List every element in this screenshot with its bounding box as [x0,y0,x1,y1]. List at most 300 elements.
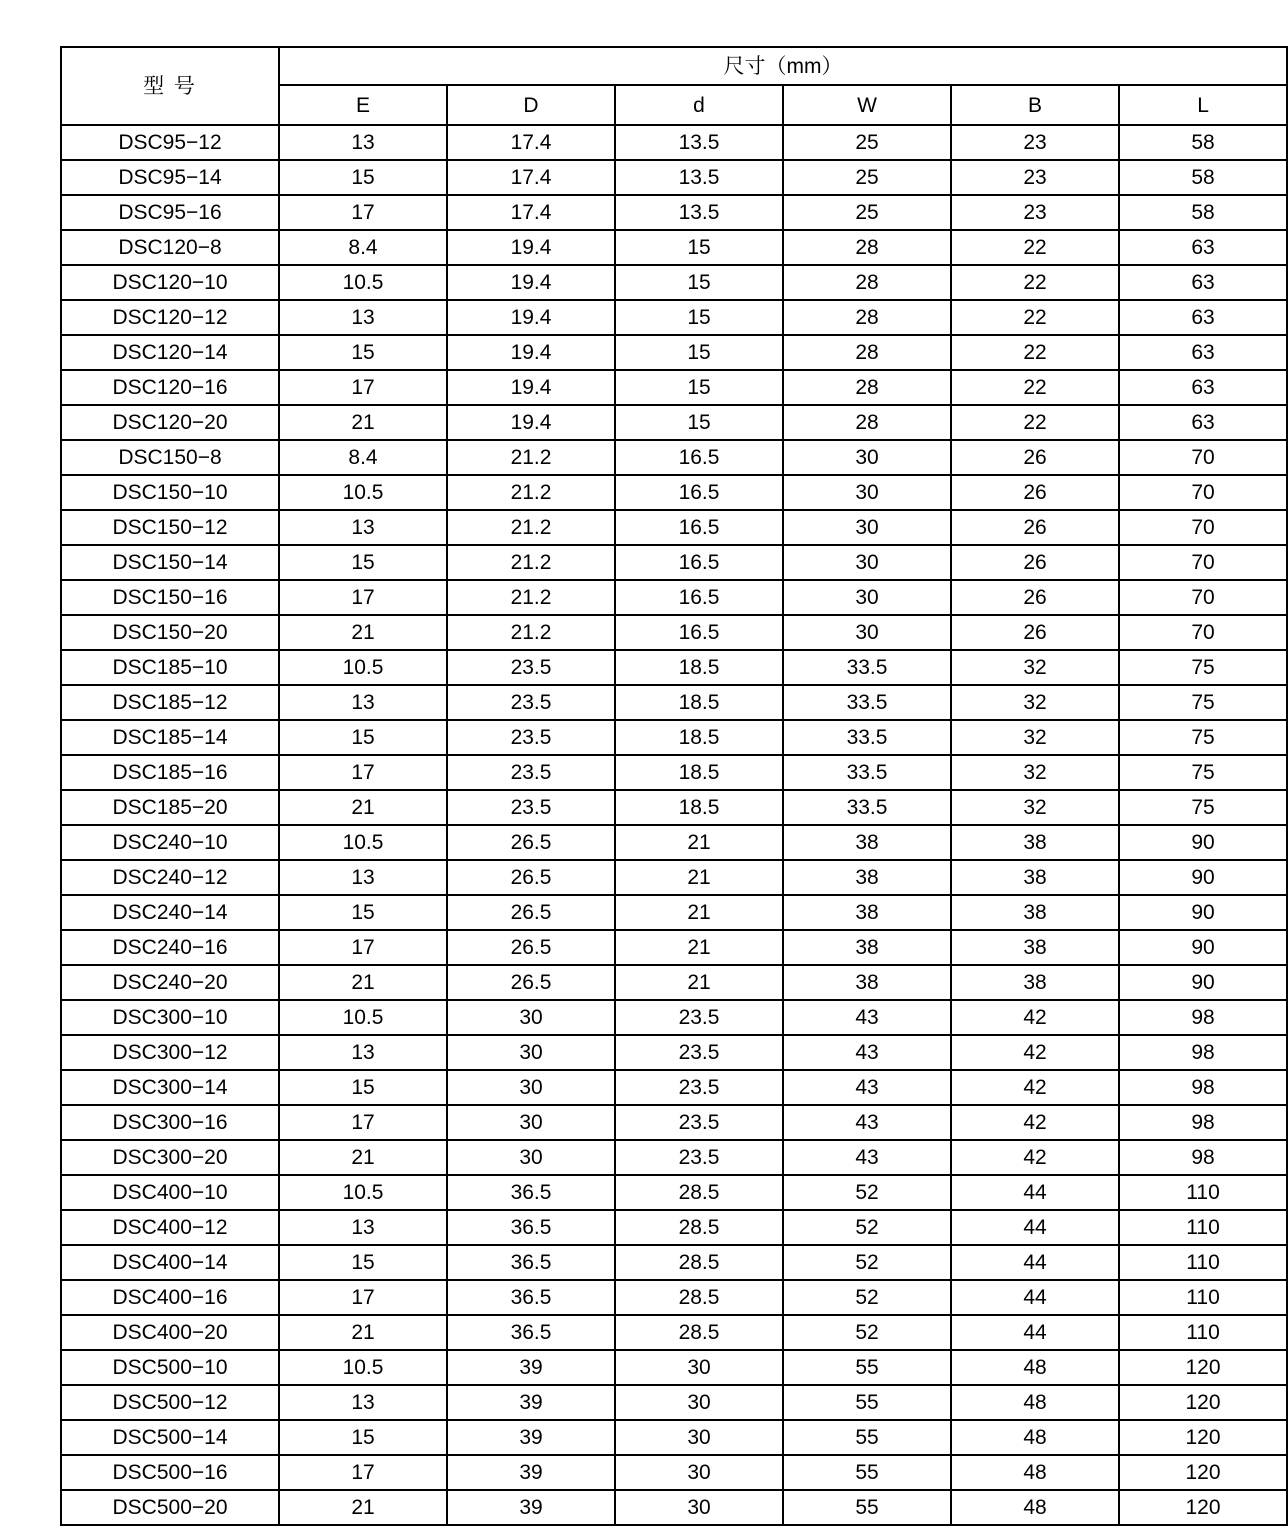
table-row [61,825,1287,860]
cell-model: DSC120−10 [61,265,279,300]
header-col-e: E [279,85,447,125]
cell-b-value: 26 [951,615,1119,650]
cell-l-value: 90 [1119,895,1287,930]
cell-model: DSC500−14 [61,1420,279,1455]
cell-d-value: 18.5 [615,755,783,790]
cell-e-value: 15 [279,720,447,755]
cell-d-value: 39 [447,1490,615,1525]
cell-b-value: 26 [951,475,1119,510]
cell-d-value: 13.5 [615,160,783,195]
cell-w-value: 33.5 [783,650,951,685]
cell-b-value: 23 [951,160,1119,195]
cell-b-value: 38 [951,930,1119,965]
table-row [61,685,1287,720]
cell-w-value: 52 [783,1210,951,1245]
cell-d-value: 16.5 [615,615,783,650]
table-row [61,1420,1287,1455]
table-row [61,1385,1287,1420]
cell-e-value: 15 [279,335,447,370]
cell-e-value: 17 [279,370,447,405]
cell-l-value: 70 [1119,615,1287,650]
cell-w-value: 28 [783,265,951,300]
cell-l-value: 110 [1119,1245,1287,1280]
cell-model: DSC240−20 [61,965,279,1000]
cell-l-value: 120 [1119,1385,1287,1420]
table-row [61,195,1287,230]
cell-e-value: 15 [279,1420,447,1455]
cell-d-value: 21.2 [447,545,615,580]
table-header [61,47,1287,125]
cell-l-value: 70 [1119,510,1287,545]
table-row [61,475,1287,510]
table-row [61,1000,1287,1035]
cell-l-value: 63 [1119,370,1287,405]
cell-l-value: 120 [1119,1420,1287,1455]
cell-e-value: 21 [279,615,447,650]
cell-w-value: 30 [783,615,951,650]
cell-d-value: 17.4 [447,160,615,195]
cell-d-value: 26.5 [447,930,615,965]
cell-d-value: 23.5 [615,1070,783,1105]
cell-model: DSC185−10 [61,650,279,685]
cell-d-value: 21.2 [447,615,615,650]
cell-l-value: 110 [1119,1175,1287,1210]
table-row [61,335,1287,370]
cell-d-value: 30 [447,1070,615,1105]
cell-b-value: 32 [951,755,1119,790]
cell-e-value: 10.5 [279,1175,447,1210]
cell-l-value: 90 [1119,965,1287,1000]
table-row [61,1315,1287,1350]
cell-d-value: 21 [615,930,783,965]
cell-e-value: 13 [279,1385,447,1420]
table-row [61,125,1287,160]
cell-w-value: 25 [783,160,951,195]
cell-w-value: 28 [783,370,951,405]
cell-model: DSC300−20 [61,1140,279,1175]
cell-w-value: 52 [783,1245,951,1280]
cell-d-value: 23.5 [447,720,615,755]
cell-l-value: 75 [1119,790,1287,825]
header-col-b: B [951,85,1119,125]
cell-model: DSC500−10 [61,1350,279,1385]
table-row [61,790,1287,825]
cell-e-value: 17 [279,1105,447,1140]
cell-e-value: 15 [279,1070,447,1105]
table-row [61,1105,1287,1140]
cell-model: DSC95−16 [61,195,279,230]
cell-e-value: 15 [279,1245,447,1280]
cell-model: DSC120−14 [61,335,279,370]
cell-e-value: 17 [279,755,447,790]
cell-e-value: 17 [279,195,447,230]
cell-e-value: 21 [279,1140,447,1175]
cell-model: DSC500−12 [61,1385,279,1420]
cell-d-value: 21 [615,965,783,1000]
cell-b-value: 32 [951,720,1119,755]
cell-model: DSC95−12 [61,125,279,160]
table-row [61,440,1287,475]
cell-model: DSC185−16 [61,755,279,790]
cell-l-value: 58 [1119,195,1287,230]
table-row [61,265,1287,300]
cell-d-value: 39 [447,1385,615,1420]
cell-d-value: 28.5 [615,1315,783,1350]
cell-d-value: 30 [615,1385,783,1420]
cell-model: DSC400−10 [61,1175,279,1210]
cell-d-value: 39 [447,1350,615,1385]
cell-e-value: 21 [279,405,447,440]
table-row [61,1140,1287,1175]
table-row [61,650,1287,685]
cell-d-value: 21.2 [447,510,615,545]
cell-e-value: 8.4 [279,440,447,475]
cell-d-value: 26.5 [447,895,615,930]
cell-d-value: 13.5 [615,125,783,160]
cell-e-value: 17 [279,930,447,965]
cell-b-value: 48 [951,1455,1119,1490]
cell-e-value: 8.4 [279,230,447,265]
cell-d-value: 21.2 [447,580,615,615]
cell-d-value: 36.5 [447,1280,615,1315]
cell-b-value: 23 [951,195,1119,230]
cell-d-value: 23.5 [615,1140,783,1175]
cell-d-value: 23.5 [447,650,615,685]
cell-e-value: 15 [279,160,447,195]
cell-d-value: 26.5 [447,860,615,895]
cell-d-value: 18.5 [615,790,783,825]
cell-e-value: 10.5 [279,650,447,685]
cell-l-value: 63 [1119,265,1287,300]
cell-d-value: 18.5 [615,720,783,755]
cell-model: DSC150−12 [61,510,279,545]
cell-b-value: 32 [951,790,1119,825]
header-col-d-lower: d [615,85,783,125]
cell-b-value: 48 [951,1490,1119,1525]
cell-d-value: 23.5 [447,685,615,720]
cell-d-value: 26.5 [447,965,615,1000]
cell-d-value: 30 [615,1490,783,1525]
cell-e-value: 10.5 [279,265,447,300]
cell-w-value: 55 [783,1385,951,1420]
cell-w-value: 28 [783,230,951,265]
cell-model: DSC150−8 [61,440,279,475]
cell-b-value: 44 [951,1210,1119,1245]
cell-d-value: 19.4 [447,335,615,370]
cell-w-value: 30 [783,475,951,510]
cell-d-value: 23.5 [447,755,615,790]
cell-b-value: 42 [951,1035,1119,1070]
cell-w-value: 25 [783,125,951,160]
cell-d-value: 30 [615,1350,783,1385]
table-row [61,930,1287,965]
cell-l-value: 90 [1119,930,1287,965]
cell-b-value: 38 [951,825,1119,860]
cell-model: DSC150−10 [61,475,279,510]
cell-e-value: 21 [279,1490,447,1525]
cell-b-value: 44 [951,1315,1119,1350]
cell-l-value: 110 [1119,1280,1287,1315]
cell-w-value: 33.5 [783,720,951,755]
cell-e-value: 13 [279,685,447,720]
cell-b-value: 42 [951,1070,1119,1105]
cell-b-value: 42 [951,1000,1119,1035]
cell-w-value: 30 [783,440,951,475]
cell-e-value: 13 [279,510,447,545]
cell-b-value: 32 [951,650,1119,685]
table-row [61,1245,1287,1280]
header-col-l: L [1119,85,1287,125]
cell-w-value: 28 [783,300,951,335]
cell-d-value: 16.5 [615,510,783,545]
cell-b-value: 48 [951,1350,1119,1385]
cell-model: DSC150−14 [61,545,279,580]
cell-l-value: 90 [1119,860,1287,895]
cell-l-value: 75 [1119,755,1287,790]
cell-w-value: 28 [783,405,951,440]
table-body [61,125,1287,1525]
cell-d-value: 19.4 [447,300,615,335]
cell-e-value: 13 [279,125,447,160]
cell-d-value: 36.5 [447,1245,615,1280]
table-row [61,510,1287,545]
cell-e-value: 10.5 [279,825,447,860]
cell-d-value: 30 [615,1420,783,1455]
cell-b-value: 22 [951,230,1119,265]
cell-d-value: 23.5 [447,790,615,825]
cell-w-value: 38 [783,895,951,930]
table-row [61,1280,1287,1315]
cell-model: DSC95−14 [61,160,279,195]
cell-w-value: 55 [783,1455,951,1490]
cell-b-value: 48 [951,1420,1119,1455]
cell-b-value: 26 [951,440,1119,475]
cell-model: DSC150−16 [61,580,279,615]
cell-model: DSC400−16 [61,1280,279,1315]
cell-d-value: 28.5 [615,1210,783,1245]
cell-d-value: 15 [615,230,783,265]
cell-model: DSC185−14 [61,720,279,755]
cell-e-value: 13 [279,860,447,895]
cell-l-value: 58 [1119,160,1287,195]
cell-d-value: 28.5 [615,1245,783,1280]
cell-b-value: 48 [951,1385,1119,1420]
cell-model: DSC240−12 [61,860,279,895]
cell-e-value: 13 [279,300,447,335]
cell-d-value: 30 [447,1000,615,1035]
specification-table [60,46,1288,1526]
table-row [61,405,1287,440]
cell-e-value: 21 [279,1315,447,1350]
cell-b-value: 38 [951,965,1119,1000]
cell-e-value: 13 [279,1035,447,1070]
cell-model: DSC120−8 [61,230,279,265]
cell-b-value: 22 [951,370,1119,405]
cell-l-value: 58 [1119,125,1287,160]
cell-d-value: 39 [447,1420,615,1455]
cell-w-value: 55 [783,1420,951,1455]
table-row [61,545,1287,580]
table-row [61,230,1287,265]
cell-d-value: 30 [447,1035,615,1070]
cell-model: DSC300−14 [61,1070,279,1105]
cell-e-value: 15 [279,545,447,580]
cell-model: DSC500−16 [61,1455,279,1490]
cell-w-value: 25 [783,195,951,230]
table-row [61,860,1287,895]
cell-model: DSC120−16 [61,370,279,405]
cell-b-value: 22 [951,265,1119,300]
cell-w-value: 33.5 [783,790,951,825]
cell-model: DSC240−10 [61,825,279,860]
cell-b-value: 38 [951,860,1119,895]
cell-d-value: 21 [615,895,783,930]
cell-b-value: 42 [951,1140,1119,1175]
cell-b-value: 38 [951,895,1119,930]
cell-l-value: 70 [1119,475,1287,510]
cell-model: DSC240−16 [61,930,279,965]
cell-model: DSC185−20 [61,790,279,825]
cell-e-value: 13 [279,1210,447,1245]
table-row [61,755,1287,790]
cell-w-value: 43 [783,1105,951,1140]
cell-l-value: 70 [1119,580,1287,615]
cell-w-value: 43 [783,1140,951,1175]
cell-d-value: 21 [615,825,783,860]
cell-l-value: 98 [1119,1070,1287,1105]
cell-w-value: 55 [783,1350,951,1385]
cell-model: DSC400−20 [61,1315,279,1350]
cell-l-value: 70 [1119,545,1287,580]
cell-d-value: 21.2 [447,475,615,510]
cell-model: DSC150−20 [61,615,279,650]
cell-e-value: 17 [279,580,447,615]
cell-b-value: 22 [951,335,1119,370]
table-row [61,965,1287,1000]
cell-model: DSC300−10 [61,1000,279,1035]
cell-e-value: 21 [279,965,447,1000]
cell-l-value: 63 [1119,405,1287,440]
cell-d-value: 36.5 [447,1175,615,1210]
cell-model: DSC120−20 [61,405,279,440]
cell-b-value: 22 [951,405,1119,440]
cell-d-value: 23.5 [615,1035,783,1070]
cell-l-value: 110 [1119,1210,1287,1245]
cell-w-value: 33.5 [783,755,951,790]
cell-l-value: 98 [1119,1105,1287,1140]
header-col-w: W [783,85,951,125]
cell-d-value: 15 [615,405,783,440]
cell-w-value: 38 [783,930,951,965]
table-row [61,1490,1287,1525]
cell-e-value: 10.5 [279,475,447,510]
cell-d-value: 17.4 [447,195,615,230]
cell-d-value: 23.5 [615,1000,783,1035]
cell-d-value: 19.4 [447,230,615,265]
cell-d-value: 23.5 [615,1105,783,1140]
cell-w-value: 43 [783,1070,951,1105]
cell-w-value: 52 [783,1315,951,1350]
cell-w-value: 43 [783,1000,951,1035]
cell-l-value: 63 [1119,300,1287,335]
cell-l-value: 75 [1119,720,1287,755]
cell-b-value: 44 [951,1175,1119,1210]
header-row-top [61,47,1287,85]
table-row [61,1035,1287,1070]
cell-d-value: 36.5 [447,1210,615,1245]
cell-w-value: 38 [783,825,951,860]
header-col-d-upper: D [447,85,615,125]
cell-l-value: 120 [1119,1350,1287,1385]
cell-d-value: 16.5 [615,440,783,475]
table-row [61,1210,1287,1245]
cell-l-value: 70 [1119,440,1287,475]
cell-d-value: 28.5 [615,1280,783,1315]
cell-b-value: 23 [951,125,1119,160]
cell-l-value: 98 [1119,1140,1287,1175]
cell-w-value: 38 [783,965,951,1000]
cell-d-value: 19.4 [447,370,615,405]
cell-w-value: 52 [783,1280,951,1315]
table-row [61,1350,1287,1385]
table-row [61,1455,1287,1490]
cell-w-value: 30 [783,510,951,545]
cell-d-value: 18.5 [615,685,783,720]
cell-d-value: 15 [615,370,783,405]
cell-d-value: 30 [615,1455,783,1490]
cell-e-value: 10.5 [279,1000,447,1035]
cell-l-value: 98 [1119,1035,1287,1070]
cell-d-value: 30 [447,1140,615,1175]
cell-l-value: 75 [1119,685,1287,720]
cell-l-value: 120 [1119,1455,1287,1490]
cell-w-value: 55 [783,1490,951,1525]
cell-w-value: 30 [783,545,951,580]
cell-l-value: 75 [1119,650,1287,685]
cell-d-value: 16.5 [615,545,783,580]
cell-l-value: 63 [1119,230,1287,265]
table-row [61,300,1287,335]
cell-l-value: 98 [1119,1000,1287,1035]
table-row [61,615,1287,650]
cell-b-value: 22 [951,300,1119,335]
cell-d-value: 39 [447,1455,615,1490]
table-row [61,160,1287,195]
cell-b-value: 44 [951,1245,1119,1280]
cell-d-value: 28.5 [615,1175,783,1210]
cell-model: DSC300−12 [61,1035,279,1070]
cell-b-value: 32 [951,685,1119,720]
cell-l-value: 90 [1119,825,1287,860]
cell-w-value: 38 [783,860,951,895]
table-row [61,370,1287,405]
header-model: 型 号 [61,47,279,125]
cell-d-value: 15 [615,300,783,335]
cell-b-value: 26 [951,510,1119,545]
cell-l-value: 110 [1119,1315,1287,1350]
table-row [61,720,1287,755]
cell-model: DSC185−12 [61,685,279,720]
cell-model: DSC120−12 [61,300,279,335]
cell-d-value: 36.5 [447,1315,615,1350]
cell-d-value: 26.5 [447,825,615,860]
cell-w-value: 33.5 [783,685,951,720]
cell-model: DSC300−16 [61,1105,279,1140]
cell-d-value: 16.5 [615,475,783,510]
table-row [61,895,1287,930]
cell-b-value: 44 [951,1280,1119,1315]
cell-model: DSC240−14 [61,895,279,930]
